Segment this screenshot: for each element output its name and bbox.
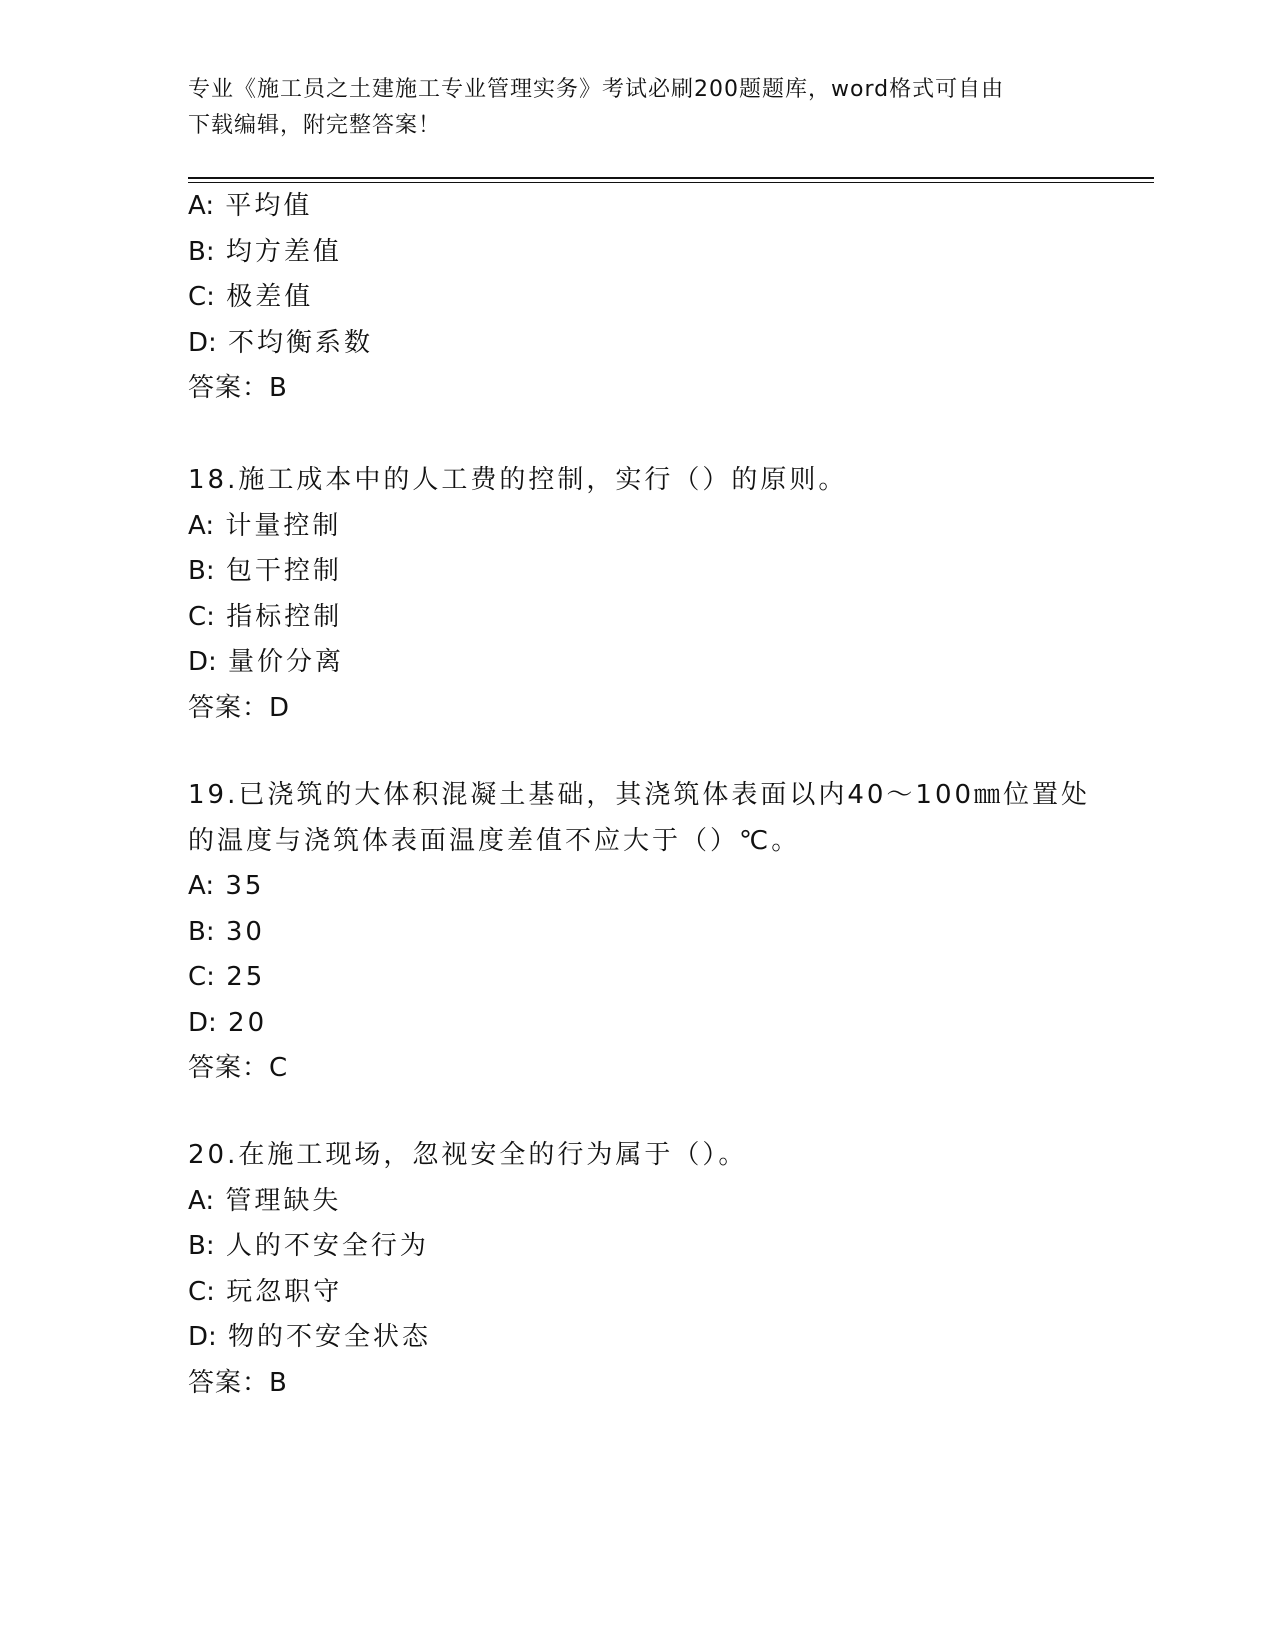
question-stem-line-1: 19.已浇筑的大体积混凝土基础，其浇筑体表面以内40～100㎜位置处 [188,780,1091,810]
question-19 [188,773,1091,1092]
option-b: B: 包干控制 [188,556,342,586]
option-d: D: 不均衡系数 [188,327,374,358]
option-b: B: 人的不安全行为 [188,1231,429,1261]
question-18 [188,458,1088,731]
option-d: D: 20 [188,1007,268,1038]
question-stem-line-2: 的温度与浇筑体表面温度差值不应大于（）℃。 [188,825,801,856]
option-b: B: 均方差值 [188,236,342,267]
question-stem: 18.施工成本中的人工费的控制，实行（）的原则。 [188,465,848,495]
answer-line: 答案：D [188,692,291,723]
header-title-line-2: 下载编辑，附完整答案！ [188,113,442,138]
option-c: C: 指标控制 [188,601,343,632]
option-a: A: 管理缺失 [188,1185,342,1216]
option-c: C: 25 [188,962,266,992]
header-divider-thick [188,177,1154,179]
option-a: A: 平均值 [188,191,313,221]
option-c: C: 玩忽职守 [188,1276,343,1307]
header-title-line-1: 专业《施工员之土建施工专业管理实务》考试必刷200题题库，word格式可自由 [188,77,1005,102]
option-d: D: 量价分离 [188,647,345,677]
option-d: D: 物的不安全状态 [188,1322,432,1352]
question-stem: 20.在施工现场，忽视安全的行为属于（）。 [188,1140,748,1170]
answer-line: 答案：B [188,1367,288,1398]
answer-line: 答案：B [188,373,288,403]
header-divider-thin [188,182,1154,183]
option-b: B: 30 [188,916,265,947]
document-header [188,72,1088,144]
option-a: A: 计量控制 [188,510,342,541]
option-c: C: 极差值 [188,282,314,312]
question-20 [188,1133,1088,1406]
question-17-continued [188,184,1088,412]
option-a: A: 35 [188,871,265,901]
answer-line: 答案：C [188,1053,289,1083]
